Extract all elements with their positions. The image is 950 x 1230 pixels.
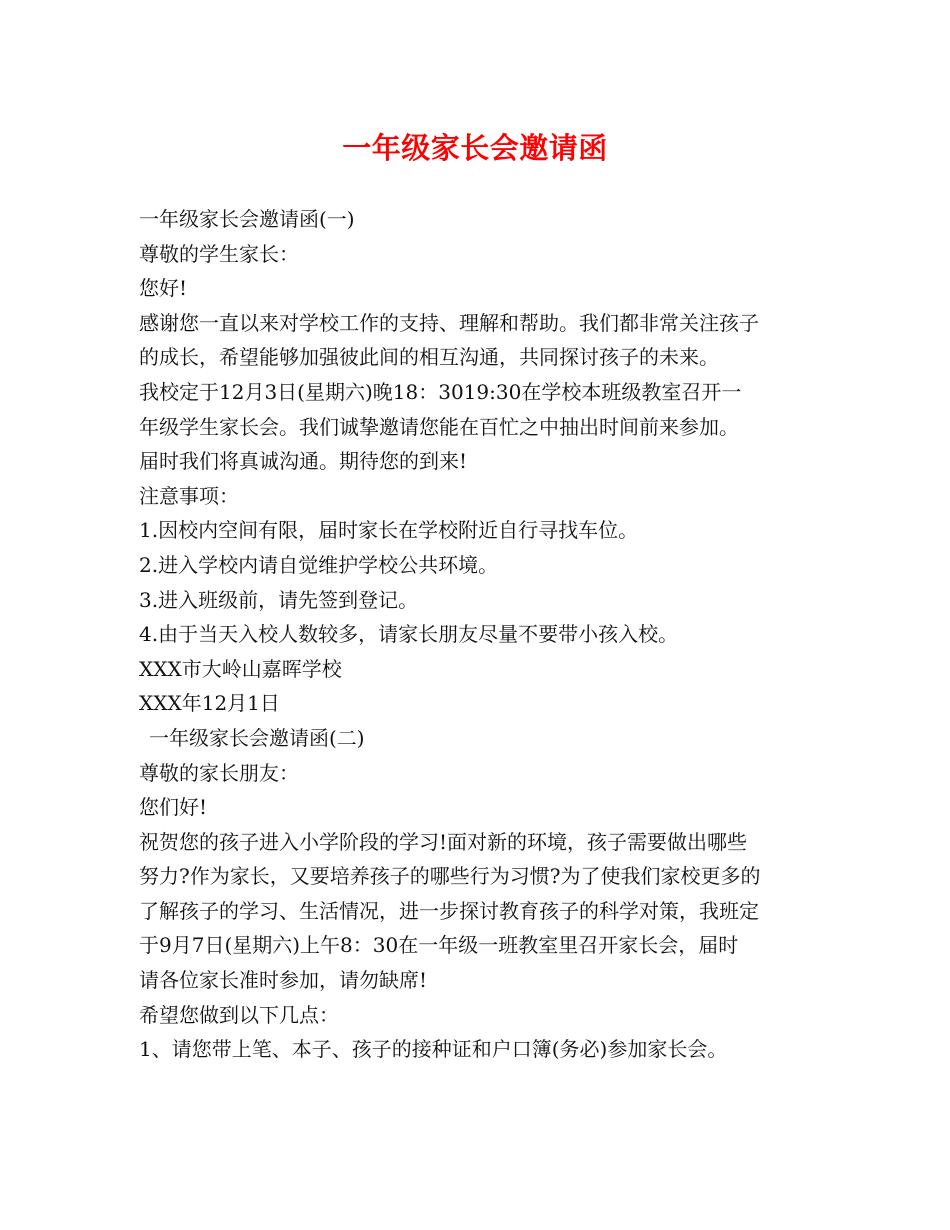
- paragraph-line: 于9月7日(星期六)上午8：30在一年级一班教室里召开家长会，届时: [139, 933, 739, 958]
- section-heading-2: 一年级家长会邀请函(二): [149, 725, 365, 750]
- notes-heading: 注意事项：: [139, 483, 239, 508]
- note-item: 3.进入班级前，请先签到登记。: [139, 587, 419, 612]
- greeting-2: 您们好!: [139, 795, 208, 820]
- paragraph-line: 感谢您一直以来对学校工作的支持、理解和帮助。我们都非常关注孩子: [139, 310, 759, 335]
- note-item: 2.进入学校内请自觉维护学校公共环境。: [139, 552, 499, 577]
- document-body: [139, 202, 819, 1067]
- paragraph-line: 我校定于12月3日(星期六)晚18：3019:30在学校本班级教室召开一: [139, 379, 742, 404]
- section-heading-1: 一年级家长会邀请函(一): [139, 207, 355, 231]
- note-item: 4.由于当天入校人数较多，请家长朋友尽量不要带小孩入校。: [139, 622, 679, 647]
- points-heading: 希望您做到以下几点：: [139, 1002, 339, 1027]
- salutation-2: 尊敬的家长朋友：: [139, 760, 299, 785]
- paragraph-line: 届时我们将真诚沟通。期待您的到来!: [139, 449, 468, 474]
- salutation-1: 尊敬的学生家长：: [139, 241, 299, 266]
- note-item: 1.因校内空间有限，届时家长在学校附近自行寻找车位。: [139, 518, 639, 543]
- paragraph-line: 的成长，希望能够加强彼此间的相互沟通，共同探讨孩子的未来。: [139, 345, 719, 370]
- signature-school: XXX市大岭山嘉晖学校: [139, 656, 342, 681]
- paragraph-line: 祝贺您的孩子进入小学阶段的学习!面对新的环境，孩子需要做出哪些: [139, 829, 748, 854]
- document-title: 一年级家长会邀请函: [342, 131, 608, 165]
- paragraph-line: 努力?作为家长，又要培养孩子的哪些行为习惯?为了使我们家校更多的: [139, 864, 761, 889]
- paragraph-line: 请各位家长准时参加，请勿缺席!: [139, 968, 428, 993]
- greeting-1: 您好!: [139, 276, 188, 301]
- paragraph-line: 了解孩子的学习、生活情况，进一步探讨教育孩子的科学对策，我班定: [139, 898, 759, 923]
- point-item: 1、请您带上笔、本子、孩子的接种证和户口簿(务必)参加家长会。: [139, 1037, 728, 1062]
- paragraph-line: 年级学生家长会。我们诚挚邀请您能在百忙之中抽出时间前来参加。: [139, 414, 739, 439]
- signature-date: XXX年12月1日: [139, 691, 280, 716]
